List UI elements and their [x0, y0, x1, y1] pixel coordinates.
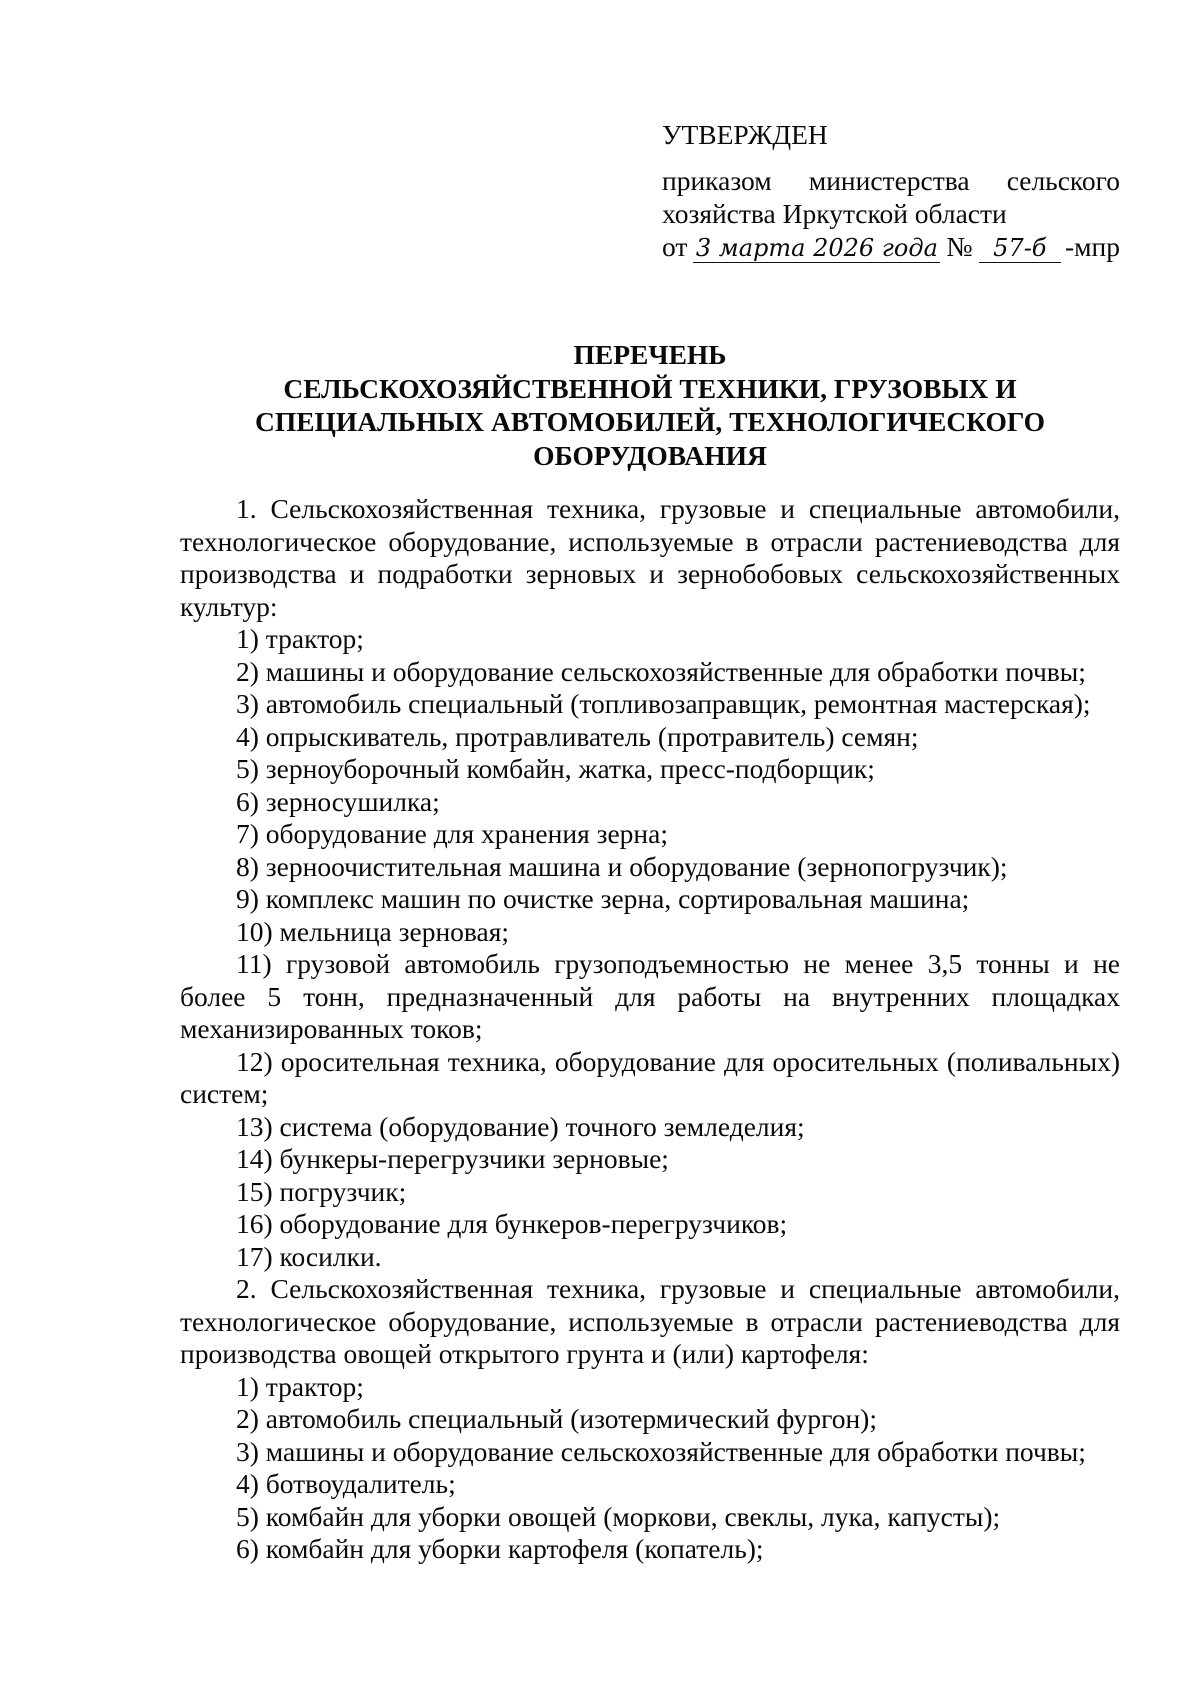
date-prefix: от [662, 231, 688, 262]
document-body [180, 493, 1120, 1566]
handwritten-number: 57-б [979, 234, 1061, 263]
list-item: 3) автомобиль специальный (топливозаправщик, ремонтная мастерская); [236, 688, 1091, 719]
list-item: 2) машины и оборудование сельскохозяйственные для обработки почвы; [236, 655, 1086, 687]
section-1-intro: 1. Сельскохозяйственная техника, грузовые и специальные автомобили, технологическое оборудование, используемые в отрасли растениеводства для производства и подработки зерновых и зернобобовых сельскохозяйственных культур: [180, 493, 1120, 622]
title-line-2: СЕЛЬСКОХОЗЯЙСТВЕННОЙ ТЕХНИКИ, ГРУЗОВЫХ И [283, 372, 1017, 404]
list-item: 3) машины и оборудование сельскохозяйственные для обработки почвы; [236, 1435, 1086, 1467]
list-item: 10) мельница зерновая; [236, 915, 510, 947]
section-1-list [180, 623, 1120, 1273]
approval-order-line: приказом министерства сельского [662, 165, 1120, 196]
list-item: 1) трактор; [236, 1370, 364, 1402]
approval-ministry-line: хозяйства Иркутской области [662, 198, 1007, 229]
list-item: 12) оросительная техника, оборудование для оросительных (поливальных) систем; [180, 1045, 1120, 1109]
approval-date-line [662, 230, 1120, 263]
list-item: 17) косилки. [236, 1240, 382, 1272]
document-title [160, 338, 1140, 472]
approval-title: УТВЕРЖДЕН [662, 119, 828, 150]
section-2-intro: 2. Сельскохозяйственная техника, грузовые и специальные автомобили, технологическое оборудование, используемые в отрасли растениеводства для производства овощей открытого грунта и (или) картофеля: [180, 1273, 1120, 1369]
section-2-list [180, 1371, 1120, 1566]
list-item: 13) система (оборудование) точного земледелия; [236, 1110, 805, 1142]
list-item: 8) зерноочистительная машина и оборудование (зернопогрузчик); [236, 850, 1008, 882]
list-item: 6) комбайн для уборки картофеля (копатель); [236, 1533, 764, 1564]
list-item: 4) ботвоудалитель; [236, 1468, 456, 1499]
title-line-1: ПЕРЕЧЕНЬ [573, 339, 727, 370]
number-suffix: -мпр [1064, 231, 1120, 262]
list-item: 2) автомобиль специальный (изотермический фургон); [236, 1403, 877, 1434]
list-item: 7) оборудование для хранения зерна; [236, 818, 668, 849]
list-item: 14) бункеры-перегрузчики зерновые; [236, 1143, 669, 1174]
list-item: 9) комплекс машин по очистке зерна, сортировальная машина; [236, 883, 970, 914]
list-item: 15) погрузчик; [236, 1175, 407, 1207]
title-line-3: СПЕЦИАЛЬНЫХ АВТОМОБИЛЕЙ, ТЕХНОЛОГИЧЕСКОГО [254, 406, 1046, 437]
list-item: 4) опрыскиватель, протравливатель (протравитель) семян; [236, 720, 919, 752]
approval-stamp-block [662, 118, 1120, 263]
list-item: 11) грузовой автомобиль грузоподъемностью не менее 3,5 тонны и не более 5 тонн, предназначенный для работы на внутренних площадках механизированных токов; [180, 948, 1120, 1044]
handwritten-date: 3 марта 2026 года [693, 234, 940, 263]
list-item: 1) трактор; [236, 623, 364, 654]
list-item: 6) зерносушилка; [236, 785, 440, 817]
list-item: 5) комбайн для уборки овощей (моркови, свеклы, лука, капусты); [236, 1500, 1001, 1532]
title-line-4: ОБОРУДОВАНИЯ [533, 439, 767, 471]
number-prefix: № [946, 231, 973, 262]
list-item: 5) зерноуборочный комбайн, жатка, пресс-подборщик; [236, 753, 875, 784]
list-item: 16) оборудование для бункеров-перегрузчиков; [236, 1208, 788, 1239]
